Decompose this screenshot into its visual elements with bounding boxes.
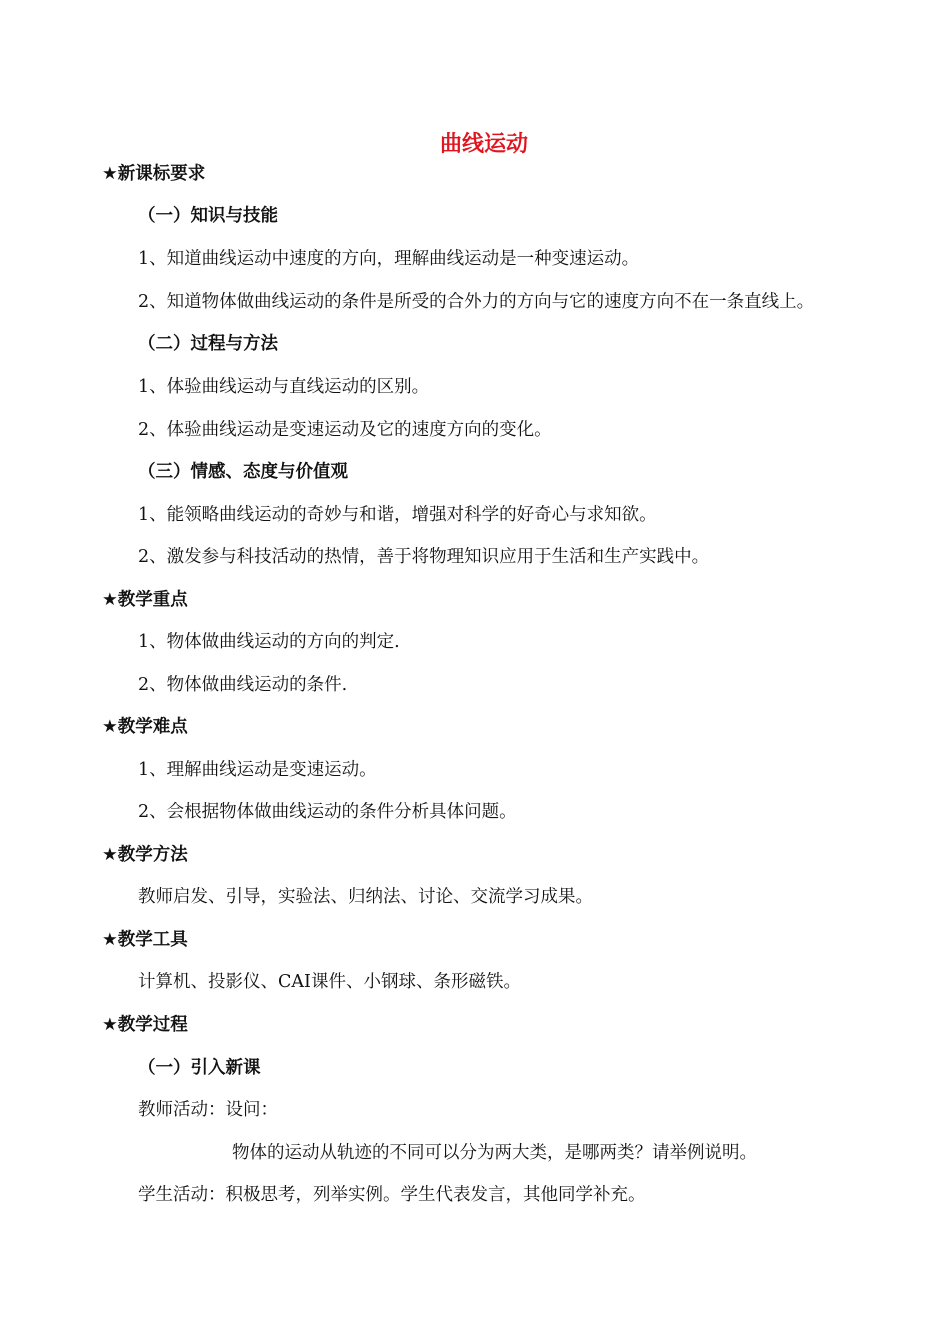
section-heading: ★教学过程 [102,1015,188,1035]
paragraph: 2、会根据物体做曲线运动的条件分析具体问题。 [138,802,517,822]
section-heading: ★教学方法 [102,845,188,865]
paragraph: 计算机、投影仪、CAI课件、小钢球、条形磁铁。 [138,972,521,992]
paragraph: 1、体验曲线运动与直线运动的区别。 [138,377,430,397]
paragraph: 教师活动：设问： [138,1100,278,1120]
paragraph: 2、激发参与科技活动的热情，善于将物理知识应用于生活和生产实践中。 [138,547,710,567]
paragraph: 1、理解曲线运动是变速运动。 [138,760,377,780]
paragraph: 教师启发、引导，实验法、归纳法、讨论、交流学习成果。 [138,887,593,907]
paragraph: 1、知道曲线运动中速度的方向，理解曲线运动是一种变速运动。 [138,249,640,269]
paragraph: 1、能领略曲线运动的奇妙与和谐，增强对科学的好奇心与求知欲。 [138,505,657,525]
subsection-heading: （三）情感、态度与价值观 [138,462,348,482]
subsection-heading: （一）知识与技能 [138,206,278,226]
section-heading: ★教学重点 [102,590,188,610]
section-heading: ★教学难点 [102,717,188,737]
section-heading: ★教学工具 [102,930,188,950]
paragraph: 学生活动：积极思考，列举实例。学生代表发言，其他同学补充。 [138,1185,646,1205]
subsection-heading: （一）引入新课 [138,1058,261,1078]
document-title: 曲线运动 [439,132,528,157]
paragraph: 1、物体做曲线运动的方向的判定. [138,632,400,652]
paragraph: 2、物体做曲线运动的条件. [138,675,348,695]
paragraph-indented: 物体的运动从轨迹的不同可以分为两大类，是哪两类？请举例说明。 [232,1143,757,1163]
paragraph: 2、体验曲线运动是变速运动及它的速度方向的变化。 [138,420,552,440]
section-heading: ★新课标要求 [102,164,206,184]
subsection-heading: （二）过程与方法 [138,334,278,354]
paragraph: 2、知道物体做曲线运动的条件是所受的合外力的方向与它的速度方向不在一条直线上。 [138,292,815,312]
